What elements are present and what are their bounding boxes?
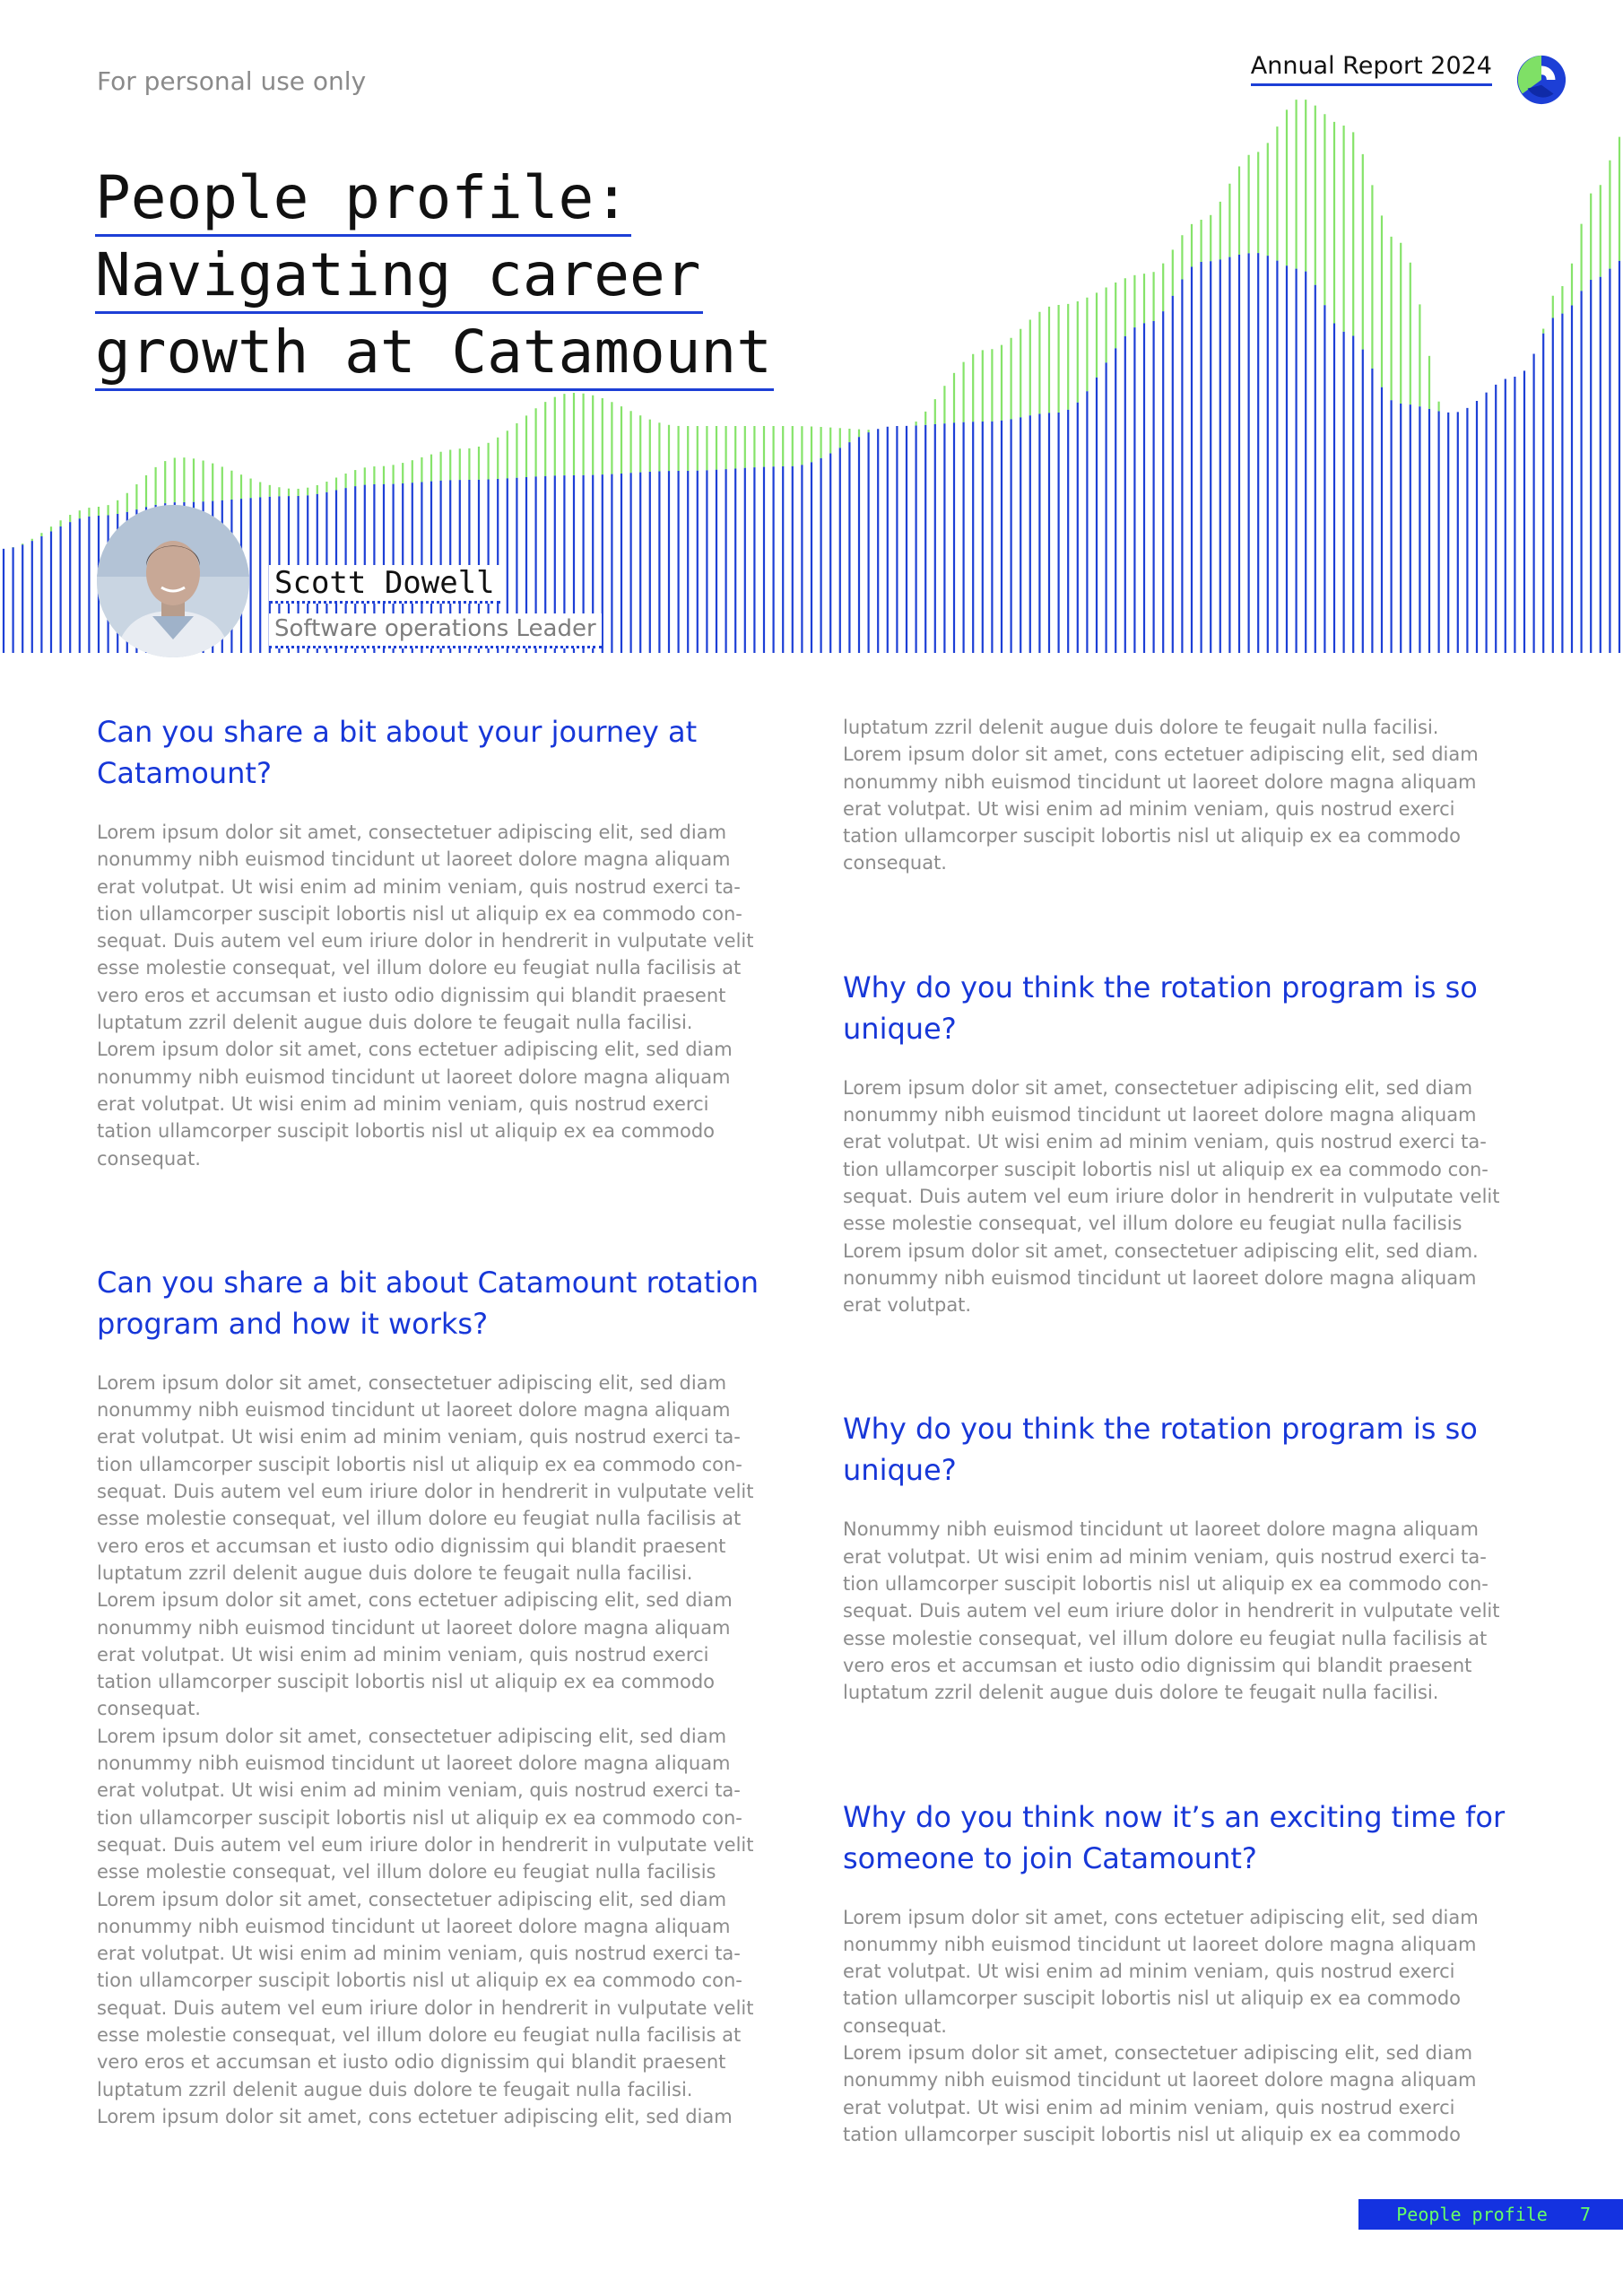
title-line: People profile: [95,162,631,237]
footer-page-tag [1358,2199,1623,2230]
answer-text: Lorem ipsum dolor sit amet, consectetuer adipiscing elit, sed diam nonummy nibh euismod tincidunt ut laoreet dolore magna aliquam erat volutpat. Ut wisi enim ad minim veniam, quis nostrud exerci ta- tion ullamcorper suscipit lobortis nisl ut aliquip ex ea commodo con- sequat. Duis autem vel eum iriure dolor in hendrerit in vulputate velit esse molestie consequat, vel illum dolore eu feugiat nulla facilisis at vero eros et accumsan et iusto odio dignissim qui blandit praesent luptatum zzril delenit augue duis dolore te feugait nulla facilisi. Lorem ipsum dolor sit amet, cons ectetuer adipiscing elit, sed diam nonummy nibh euismod tincidunt ut laoreet dolore magna aliquam erat volutpat. Ut wisi enim ad minim veniam, quis nostrud exerci tation ullamcorper suscipit lobortis nisl ut aliquip ex ea commodo consequat. [97,822,754,1170]
disclaimer-text: For personal use only [97,66,367,96]
question-heading: Why do you think the rotation program is so unique? [843,970,1478,1046]
answer-text: Lorem ipsum dolor sit amet, consectetuer adipiscing elit, sed diam nonummy nibh euismod tincidunt ut laoreet dolore magna aliquam erat volutpat. Ut wisi enim ad minim veniam, quis nostrud exerci ta- tion ullamcorper suscipit lobortis nisl ut aliquip ex ea commodo con- sequat. Duis autem vel eum iriure dolor in hendrerit in vulputate velit esse molestie consequat, vel illum dolore eu feugiat nulla facilisis Lorem ipsum dolor sit amet, consectetuer adipiscing elit, sed diam. nonummy nibh euismod tincidunt ut laoreet dolore magna aliquam erat volutpat. [843,1076,1500,1317]
title-line: Navigating career [95,239,703,314]
qa-block [97,1262,805,2130]
profile-name: Scott Dowell [269,565,500,604]
right-column [843,714,1551,2148]
continuation-text: luptatum zzril delenit augue duis dolore te feugait nulla facilisi. Lorem ipsum dolor sit amet, cons ectetuer adipiscing elit, sed diam nonummy nibh euismod tincidunt ut laoreet dolore magna aliquam erat volutpat. Ut wisi enim ad minim veniam, quis nostrud exerci tation ullamcorper suscipit lobortis nisl ut aliquip ex ea commodo consequat. [843,717,1479,874]
qa-block [97,711,805,1172]
profile-role: Software operations Leader [269,613,602,648]
report-title: Annual Report 2024 [1251,52,1492,86]
catamount-logo-icon [1515,54,1567,106]
page-title [95,160,774,391]
question-heading: Why do you think the rotation program is so unique? [843,1412,1478,1488]
qa-block [843,967,1551,1319]
answer-text: Lorem ipsum dolor sit amet, cons ectetuer adipiscing elit, sed diam nonummy nibh euismod tincidunt ut laoreet dolore magna aliquam erat volutpat. Ut wisi enim ad minim veniam, quis nostrud exerci tation ullamcorper suscipit lobortis nisl ut aliquip ex ea commodo consequat. Lorem ipsum dolor sit amet, consectetuer adipiscing elit, sed diam nonummy nibh euismod tincidunt ut laoreet dolore magna aliquam erat volutpat. Ut wisi enim ad minim veniam, quis nostrud exerci tation ullamcorper suscipit lobortis nisl ut aliquip ex ea commodo [843,1906,1479,2145]
title-line: growth at Catamount [95,317,774,391]
portrait-photo-icon [97,505,249,657]
answer-text: Lorem ipsum dolor sit amet, consectetuer adipiscing elit, sed diam nonummy nibh euismod tincidunt ut laoreet dolore magna aliquam erat volutpat. Ut wisi enim ad minim veniam, quis nostrud exerci ta- tion ullamcorper suscipit lobortis nisl ut aliquip ex ea commodo con- sequat. Duis autem vel eum iriure dolor in hendrerit in vulputate velit esse molestie consequat, vel illum dolore eu feugiat nulla facilisis at vero eros et accumsan et iusto odio dignissim qui blandit praesent luptatum zzril delenit augue duis dolore te feugait nulla facilisi. Lorem ipsum dolor sit amet, cons ectetuer adipiscing elit, sed diam nonummy nibh euismod tincidunt ut laoreet dolore magna aliquam erat volutpat. Ut wisi enim ad minim veniam, quis nostrud exerci tation ullamcorper suscipit lobortis nisl ut aliquip ex ea commodo consequat. Lorem ipsum dolor sit amet, consectetuer adipiscing elit, sed diam nonummy nibh euismod tincidunt ut laoreet dolore magna aliquam erat volutpat. Ut wisi enim ad minim veniam, quis nostrud exerci ta- tion ullamcorper suscipit lobortis nisl ut aliquip ex ea commodo con- sequat. Duis autem vel eum iriure dolor in hendrerit in vulputate velit esse molestie consequat, vel illum dolore eu feugiat nulla facilisis Lorem ipsum dolor sit amet, consectetuer adipiscing elit, sed diam nonummy nibh euismod tincidunt ut laoreet dolore magna aliquam erat volutpat. Ut wisi enim ad minim veniam, quis nostrud exerci ta- tion ullamcorper suscipit lobortis nisl ut aliquip ex ea commodo con- sequat. Duis autem vel eum iriure dolor in hendrerit in vulputate velit esse molestie consequat, vel illum dolore eu feugiat nulla facilisis at vero eros et accumsan et iusto odio dignissim qui blandit praesent luptatum zzril delenit augue duis dolore te feugait nulla facilisi. Lorem ipsum dolor sit amet, cons ectetuer adipiscing elit, sed diam [97,1371,754,2127]
profile-photo [97,505,249,657]
answer-text: Nonummy nibh euismod tincidunt ut laoreet dolore magna aliquam erat volutpat. Ut wisi enim ad minim veniam, quis nostrud exerci ta- tion ullamcorper suscipit lobortis nisl ut aliquip ex ea commodo con- sequat. Duis autem vel eum iriure dolor in hendrerit in vulputate velit esse molestie consequat, vel illum dolore eu feugiat nulla facilisis at vero eros et accumsan et iusto odio dignissim qui blandit praesent luptatum zzril delenit augue duis dolore te feugait nulla facilisi. [843,1518,1500,1704]
footer-section-label: People profile [1396,2204,1548,2225]
qa-block [843,1796,1551,2149]
left-column [97,711,805,2130]
qa-block [843,1408,1551,1706]
question-heading: Why do you think now it’s an exciting time for someone to join Catamount? [843,1799,1506,1875]
page-number: 7 [1579,2204,1591,2225]
question-heading: Can you share a bit about your journey at Catamount? [97,715,698,790]
question-heading: Can you share a bit about Catamount rotation program and how it works? [97,1265,759,1341]
